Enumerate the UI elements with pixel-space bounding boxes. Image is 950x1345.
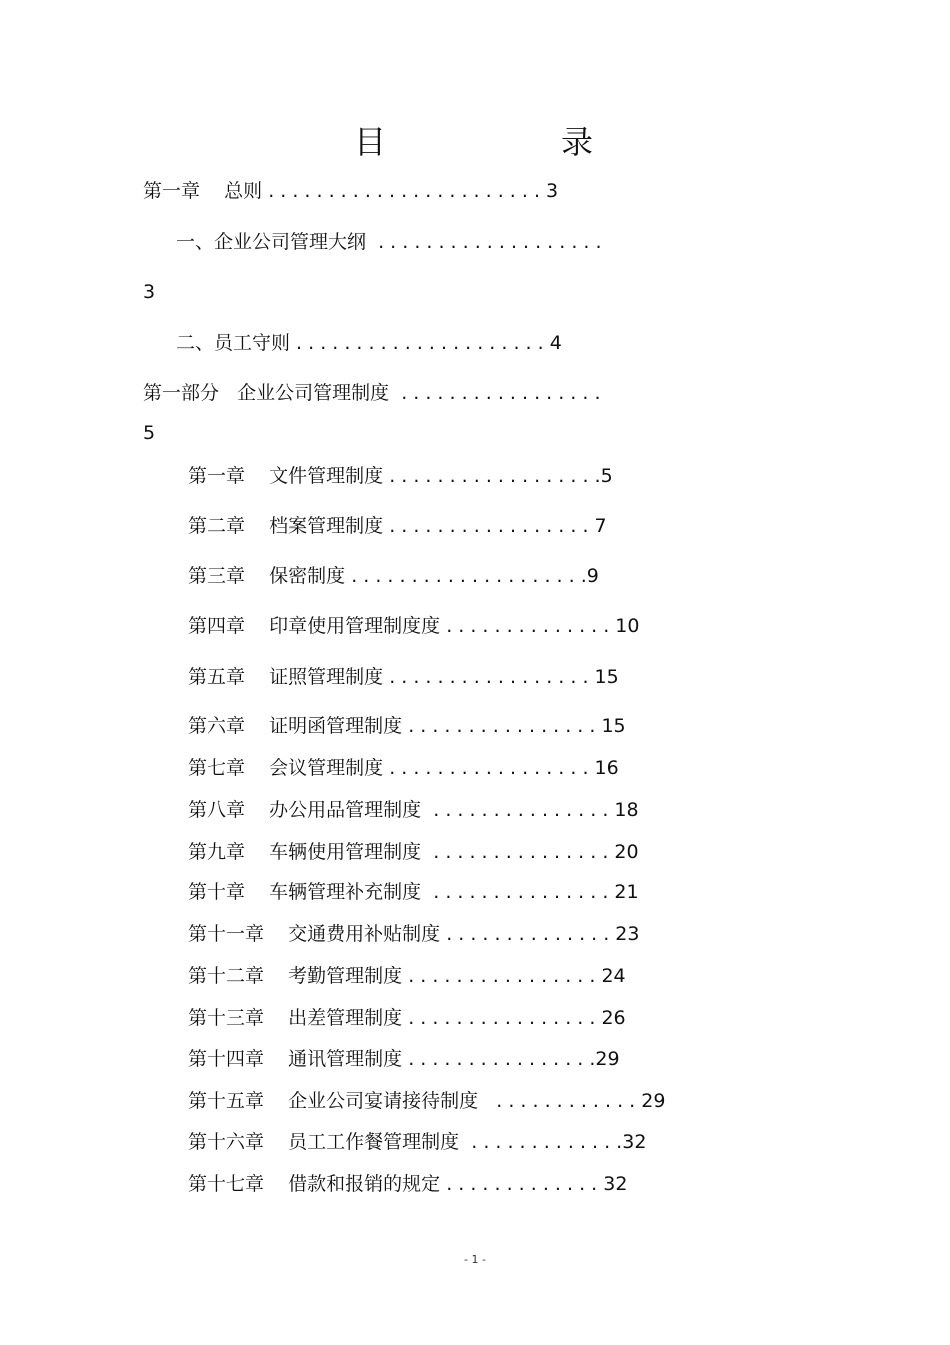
- toc-title-left: 目: [354, 123, 387, 161]
- toc-entry: 第四章 印章使用管理制度度 . . . . . . . . . . . . . . 10: [188, 615, 640, 637]
- toc-entry: 第九章 车辆使用管理制度 . . . . . . . . . . . . . . . 20: [188, 841, 639, 863]
- toc-entry-chapter1-general: 第一章 总则 . . . . . . . . . . . . . . . . . . . . . . . 3: [143, 180, 559, 202]
- page-number: - 1 -: [464, 1253, 486, 1266]
- toc-entry: 第十六章 员工工作餐管理制度 . . . . . . . . . . . . .32: [188, 1131, 647, 1153]
- toc-entry: 第十三章 出差管理制度 . . . . . . . . . . . . . . . . 26: [188, 1007, 626, 1029]
- toc-entry: 第十一章 交通费用补贴制度 . . . . . . . . . . . . . . 23: [188, 923, 640, 945]
- toc-entry: 第三章 保密制度 . . . . . . . . . . . . . . . . . . . .9: [188, 565, 599, 587]
- toc-entry: 第二章 档案管理制度 . . . . . . . . . . . . . . . . . 7: [188, 515, 607, 537]
- toc-entry: 第十五章 企业公司宴请接待制度 . . . . . . . . . . . . 29: [188, 1090, 666, 1112]
- toc-entry-part1-page: 5: [143, 422, 156, 444]
- toc-entry: 第五章 证照管理制度 . . . . . . . . . . . . . . . . . 15: [188, 666, 619, 688]
- toc-title-right: 录: [561, 123, 594, 161]
- toc-entry-outline: 一、企业公司管理大纲 . . . . . . . . . . . . . . . . . . .: [176, 231, 602, 253]
- toc-entry-employee-rules: 二、员工守则 . . . . . . . . . . . . . . . . . . . . . 4: [176, 332, 562, 354]
- toc-entry: 第十七章 借款和报销的规定 . . . . . . . . . . . . . 32: [188, 1173, 628, 1195]
- toc-entry: 第一章 文件管理制度 . . . . . . . . . . . . . . . . . .5: [188, 465, 613, 487]
- toc-entry-outline-page: 3: [143, 281, 156, 303]
- toc-entry: 第十二章 考勤管理制度 . . . . . . . . . . . . . . . . 24: [188, 965, 626, 987]
- toc-entry: 第十四章 通讯管理制度 . . . . . . . . . . . . . . . .29: [188, 1048, 620, 1070]
- toc-entry: 第七章 会议管理制度 . . . . . . . . . . . . . . . . . 16: [188, 757, 619, 779]
- toc-entry: 第十章 车辆管理补充制度 . . . . . . . . . . . . . . . 21: [188, 881, 639, 903]
- toc-entry: 第六章 证明函管理制度 . . . . . . . . . . . . . . . . 15: [188, 715, 626, 737]
- toc-entry-part1: 第一部分 企业公司管理制度 . . . . . . . . . . . . . . . . .: [143, 382, 601, 404]
- toc-entry: 第八章 办公用品管理制度 . . . . . . . . . . . . . . . 18: [188, 799, 639, 821]
